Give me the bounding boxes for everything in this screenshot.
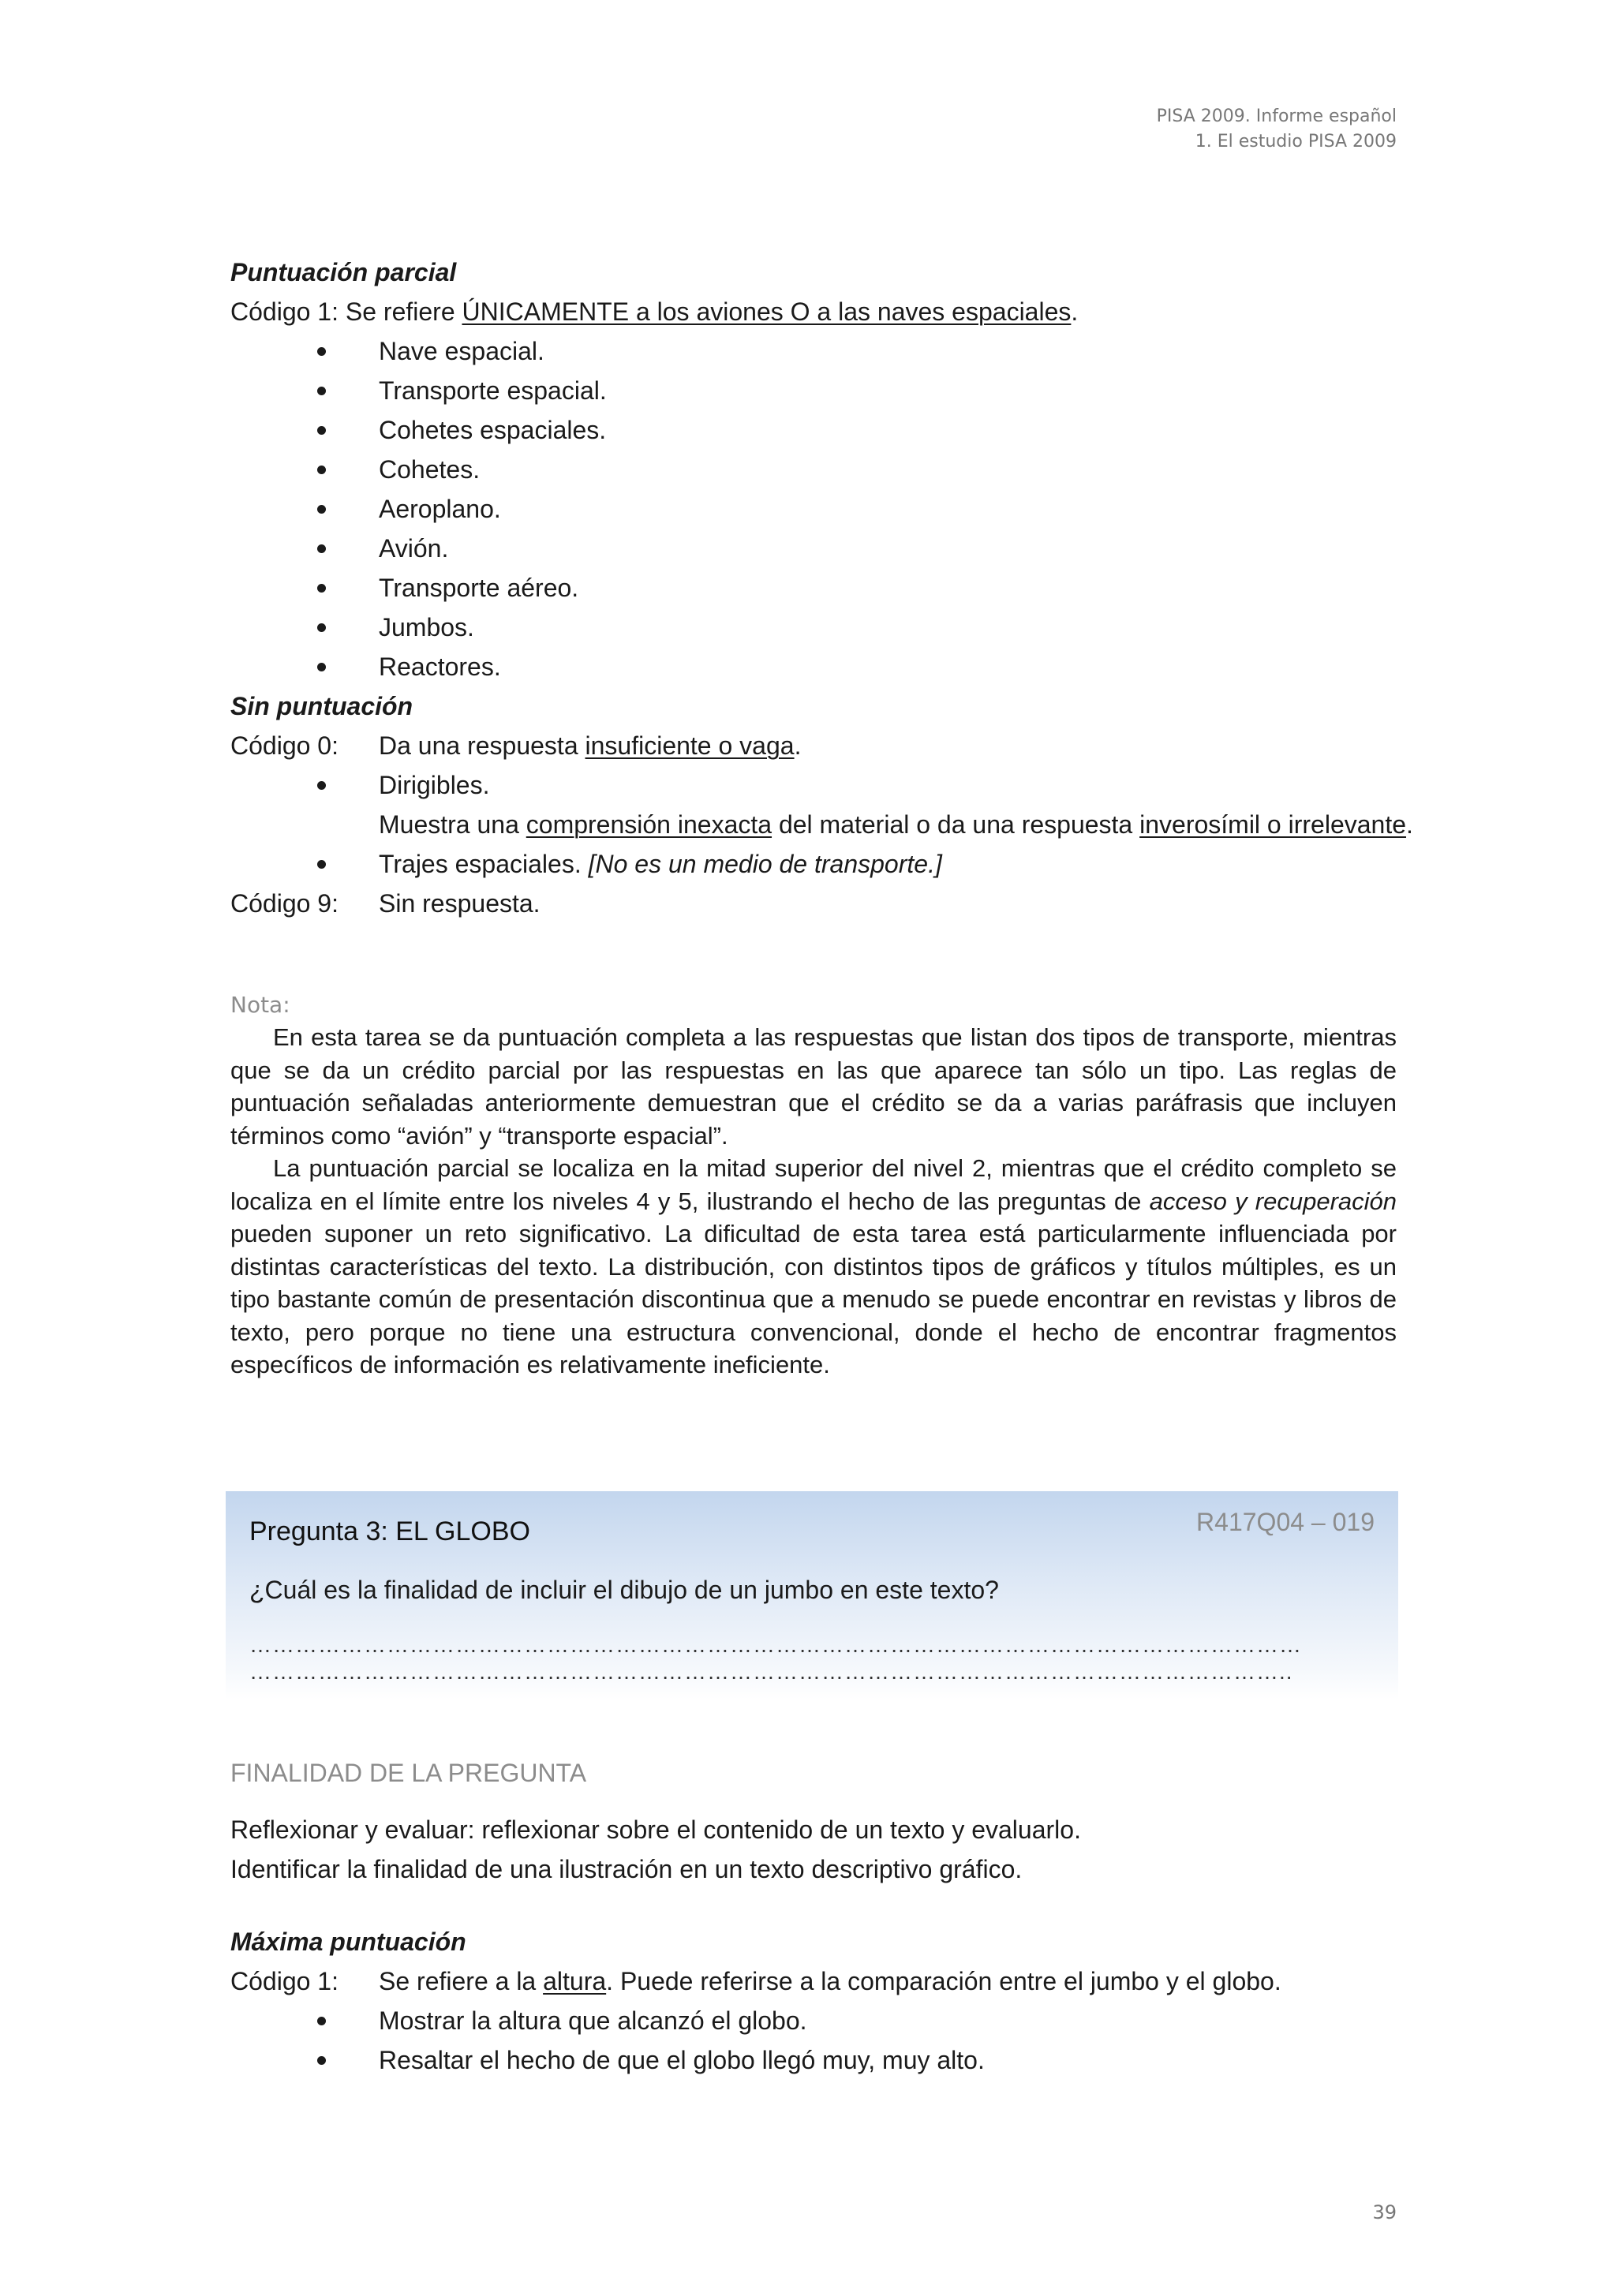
list-item: Aeroplano. xyxy=(230,489,1397,529)
question-text: ¿Cuál es la finalidad de incluir el dibujo de un jumbo en este texto? xyxy=(249,1576,999,1604)
bullet-icon xyxy=(230,331,379,371)
list-item: Reactores. xyxy=(230,647,1397,686)
answer-line-1: ………………………………………………………………………………………………………………………… xyxy=(249,1632,1302,1657)
list-item: Cohetes. xyxy=(230,450,1397,489)
full-credit-block xyxy=(230,1922,1397,2080)
purpose-line-2: Identificar la finalidad de una ilustración en un texto descriptivo gráfico. xyxy=(230,1855,1023,1883)
page-number: 39 xyxy=(1372,2201,1397,2223)
bullet-icon xyxy=(230,647,379,686)
note-body xyxy=(230,1021,1397,1382)
no-credit-heading: Sin puntuación xyxy=(230,692,413,720)
no-credit-code9: Código 9: Sin respuesta. xyxy=(230,889,541,918)
bullet-icon xyxy=(230,2001,379,2040)
bullet-icon xyxy=(230,371,379,410)
header-chapter-title: 1. El estudio PISA 2009 xyxy=(1195,132,1397,151)
list-item: Cohetes espaciales. xyxy=(230,410,1397,450)
bullet-icon xyxy=(230,450,379,489)
bullet-icon xyxy=(230,410,379,450)
list-item: Trajes espaciales. [No es un medio de transporte.] xyxy=(230,844,1397,884)
partial-credit-heading: Puntuación parcial xyxy=(230,258,457,286)
note-title: Nota: xyxy=(230,992,290,1018)
partial-code1: Código 1: Se refiere ÚNICAMENTE a los aviones O a las naves espaciales. xyxy=(230,297,1079,326)
list-item: Dirigibles. xyxy=(230,765,1397,805)
bullet-icon xyxy=(230,568,379,608)
note-block xyxy=(230,989,1397,1382)
question-box xyxy=(226,1491,1398,1700)
list-item: Resaltar el hecho de que el globo llegó muy, muy alto. xyxy=(230,2040,1397,2080)
scoring-block-partial xyxy=(230,252,1413,923)
full-credit-heading: Máxima puntuación xyxy=(230,1928,466,1956)
purpose-line-1: Reflexionar y evaluar: reflexionar sobre el contenido de un texto y evaluarlo. xyxy=(230,1815,1081,1844)
list-item: Avión. xyxy=(230,529,1397,568)
answer-line-2: ……………………………………………………………………………………………………………………….. xyxy=(249,1659,1293,1684)
note-paragraph-2: La puntuación parcial se localiza en la mitad superior del nivel 2, mientras que el crédito completo se localiza en el límite entre los niveles 4 y 5, ilustrando el hecho de las preguntas de acceso y recuperación pueden suponer un reto significativo. La dificultad de esta tarea está particularmente influenciada por distintas características del texto. La distribución, con distintos tipos de gráficos y títulos múltiples, es un tipo bastante común de presentación discontinua que a menudo se puede encontrar en revistas y libros de texto, pero porque no tiene una estructura convencional, donde el hecho de encontrar fragmentos específicos de información es relativamente ineficiente. xyxy=(230,1154,1397,1378)
page-header xyxy=(1157,104,1397,155)
list-item: Jumbos. xyxy=(230,608,1397,647)
bullet-icon xyxy=(230,765,379,805)
bullet-icon xyxy=(230,2040,379,2080)
list-item: Transporte espacial. xyxy=(230,371,1397,410)
bullet-icon xyxy=(230,608,379,647)
header-report-title: PISA 2009. Informe español xyxy=(1156,107,1397,126)
bullet-icon xyxy=(230,529,379,568)
purpose-title: FINALIDAD DE LA PREGUNTA xyxy=(230,1759,587,1787)
question-code: R417Q04 – 019 xyxy=(1196,1508,1375,1536)
bullet-icon xyxy=(230,844,379,884)
list-item: Transporte aéreo. xyxy=(230,568,1397,608)
question-title: Pregunta 3: EL GLOBO xyxy=(249,1516,530,1546)
purpose-block xyxy=(230,1810,1397,1889)
list-item: Mostrar la altura que alcanzó el globo. xyxy=(230,2001,1397,2040)
no-credit-misunderstanding: Muestra una comprensión inexacta del material o da una respuesta inverosímil o irrelevante. xyxy=(379,810,1413,839)
list-item: Nave espacial. xyxy=(230,331,1397,371)
no-credit-code0: Código 0: Da una respuesta insuficiente o vaga. xyxy=(230,731,802,760)
partial-code1-emphasis: ÚNICAMENTE a los aviones O a las naves espaciales xyxy=(462,297,1072,326)
full-credit-code1: Código 1: Se refiere a la altura. Puede referirse a la comparación entre el jumbo y el globo. xyxy=(230,1967,1281,1995)
note-paragraph-1: En esta tarea se da puntuación completa a las respuestas que listan dos tipos de transporte, mientras que se da un crédito parcial por las respuestas en las que aparece tan sólo un tipo. Las reglas de puntuación señaladas anteriormente demuestran que el crédito se da a varias paráfrasis que incluyen términos como “avión” y “transporte espacial”. xyxy=(230,1023,1397,1150)
bullet-icon xyxy=(230,489,379,529)
